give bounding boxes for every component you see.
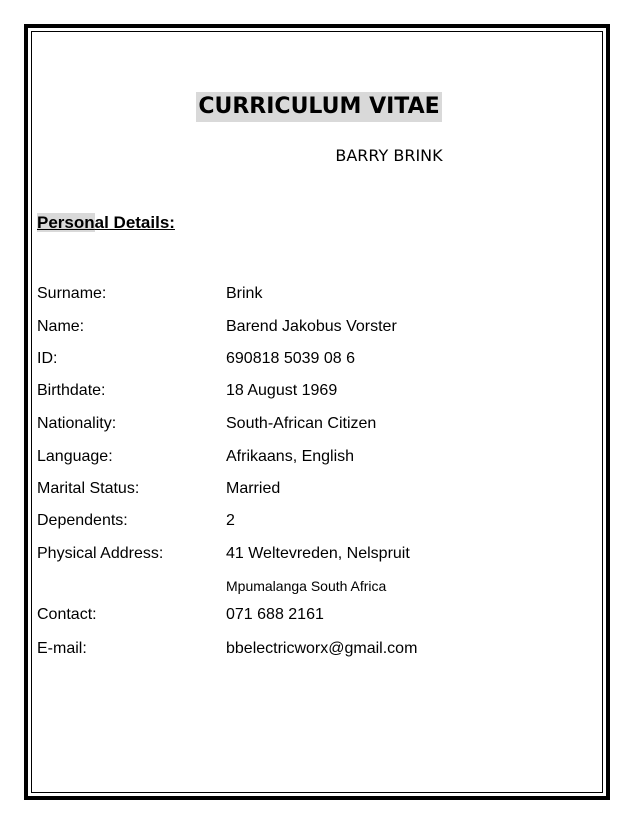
subtitle-container bbox=[0, 146, 638, 166]
detail-value-surname: Brink bbox=[226, 285, 263, 302]
detail-label-birthdate: Birthdate: bbox=[37, 382, 106, 399]
detail-value-nationality: South-African Citizen bbox=[226, 415, 377, 432]
detail-label-dependents: Dependents: bbox=[37, 512, 128, 529]
person-name-heading: BARRY BRINK bbox=[335, 146, 443, 165]
section-heading-personal-details bbox=[37, 212, 175, 234]
detail-value-marital-status: Married bbox=[226, 480, 281, 497]
detail-label-nationality: Nationality: bbox=[37, 415, 117, 432]
detail-value-language: Afrikaans, English bbox=[226, 448, 355, 465]
section-heading-rest: al Details: bbox=[94, 213, 175, 232]
detail-label-id: ID: bbox=[37, 350, 58, 367]
detail-label-language: Language: bbox=[37, 448, 113, 465]
detail-value-dependents: 2 bbox=[226, 512, 235, 529]
document-title: CURRICULUM VITAE bbox=[196, 92, 441, 122]
detail-value-birthdate: 18 August 1969 bbox=[226, 382, 338, 399]
detail-value-email: bbelectricworx@gmail.com bbox=[226, 640, 418, 657]
detail-label-physical-address: Physical Address: bbox=[37, 545, 164, 562]
detail-value-physical-address: 41 Weltevreden, Nelspruit bbox=[226, 545, 410, 562]
detail-label-name: Name: bbox=[37, 318, 85, 335]
title-container bbox=[0, 92, 638, 122]
section-heading-highlight: Person bbox=[37, 213, 95, 232]
detail-label-email: E-mail: bbox=[37, 640, 87, 657]
detail-value-name: Barend Jakobus Vorster bbox=[226, 318, 397, 335]
detail-label-contact: Contact: bbox=[37, 606, 97, 623]
detail-value-address-line-2: Mpumalanga South Africa bbox=[226, 578, 387, 594]
detail-label-surname: Surname: bbox=[37, 285, 107, 302]
detail-value-id: 690818 5039 08 6 bbox=[226, 350, 356, 367]
detail-label-marital-status: Marital Status: bbox=[37, 480, 140, 497]
detail-value-contact: 071 688 2161 bbox=[226, 606, 324, 623]
